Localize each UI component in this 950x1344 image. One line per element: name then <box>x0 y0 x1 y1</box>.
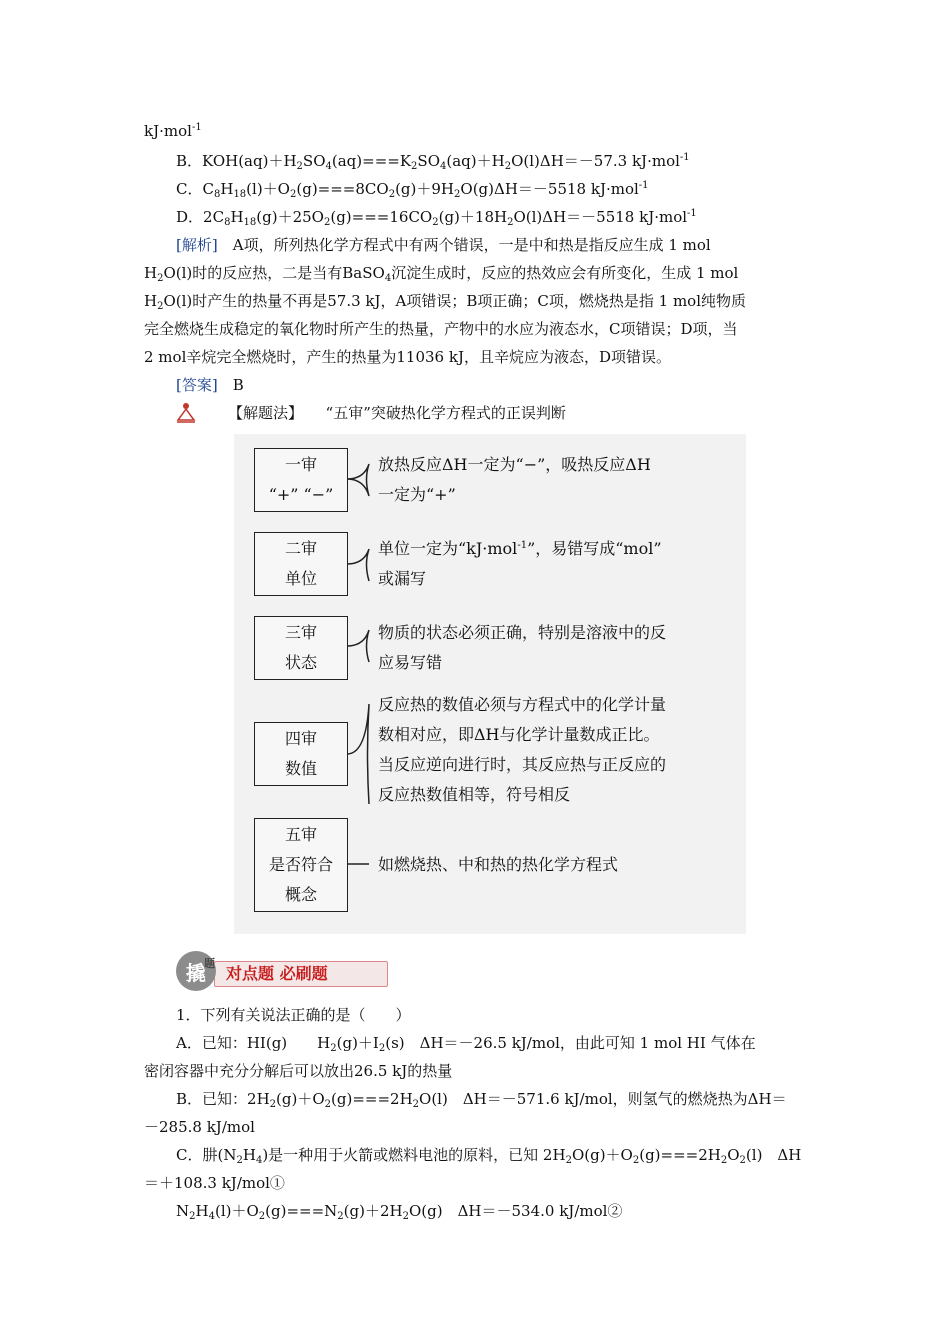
check-box-state-label: 状态 <box>284 653 317 672</box>
meditating-figure-icon <box>176 402 196 424</box>
analysis-line-5: 2 mol辛烷完全燃烧时，产生的热量为11036 kJ，且辛烷应为液态，D项错误。 <box>144 348 671 366</box>
banner-title: 对点题 必刷题 <box>226 964 328 983</box>
check-box-unit-label: 单位 <box>284 569 317 588</box>
answer-tag: [答案] <box>176 376 218 394</box>
section-banner <box>176 951 396 993</box>
analysis-line-4: 完全燃烧生成稳定的氧化物时所产生的热量，产物中的水应为液态水，C项错误；D项，当 <box>144 320 738 338</box>
option-d: D．$2C_8H_{18}(g)+25O_2(g)===16CO_2(g)+18H_2O(l)\Delta H=-5518$ kJ·mol$^{-1}$ <box>176 208 697 228</box>
check-value-desc-3: 当反应逆向进行时，其反应热与正反应的 <box>378 755 667 774</box>
check-sign-desc-2: 一定为“+” <box>378 485 456 504</box>
check-unit-desc-1: 单位一定为“kJ·mol$^{-1}$”，易错写成“mol” <box>378 539 662 558</box>
question-1-option-c-line-2: ＝＋108.3 kJ/mol① <box>144 1174 285 1192</box>
option-a-unit-tail: kJ·mol$^{-1}$ <box>144 122 202 140</box>
check-box-concept-title: 五审 <box>284 825 317 844</box>
analysis-line-3: $H_2O(l)$时产生的热量不再是57.3 kJ，A项错误；B项正确；C项，燃烧热是指 1 mol纯物质 <box>144 292 747 312</box>
answer-value: B <box>232 376 244 394</box>
method-heading <box>228 402 566 424</box>
check-box-state-title: 三审 <box>284 623 317 642</box>
check-concept-desc: 如燃烧热、中和热的热化学方程式 <box>378 855 619 874</box>
option-b: B．$KOH(aq)+H_2SO_4(aq)===K_2SO_4(aq)+H_2O(l)\Delta H=-57.3$ kJ·mol$^{-1}$ <box>176 152 690 172</box>
check-box-value <box>254 722 348 786</box>
answer-line <box>176 374 244 396</box>
check-box-state <box>254 616 348 680</box>
check-box-unit-title: 二审 <box>284 539 317 558</box>
check-unit-desc-2: 或漏写 <box>378 569 427 588</box>
question-1-option-c-line-1: C．肼$(N_2H_4)$是一种用于火箭或燃料电池的原料，已知 $2H_2O(g)+O_2(g)===2H_2O_2(l)$ ΔH <box>176 1146 802 1166</box>
check-state-desc-1: 物质的状态必须正确，特别是溶液中的反 <box>378 623 667 642</box>
five-checks-diagram <box>234 434 746 934</box>
check-value-desc-2: 数相对应，即ΔH与化学计量数成正比。 <box>378 725 660 744</box>
check-box-unit <box>254 532 348 596</box>
question-1-option-b-line-2: －285.8 kJ/mol <box>144 1118 255 1136</box>
option-c: C．$C_8H_{18}(l)+O_2(g)===8CO_2(g)+9H_2O(g)\Delta H=-5518$ kJ·mol$^{-1}$ <box>176 180 649 200</box>
check-sign-desc-1: 放热反应ΔH一定为“−”，吸热反应ΔH <box>378 455 651 474</box>
check-value-desc-1: 反应热的数值必须与方程式中的化学计量 <box>378 695 667 714</box>
check-state-desc-2: 应易写错 <box>378 653 443 672</box>
analysis-tag: [解析] <box>176 236 218 254</box>
check-box-value-title: 四审 <box>284 729 317 748</box>
question-1-option-b-line-1: B．已知：$2H_2(g)+O_2(g)===2H_2O(l)$ ΔH＝－571.6 kJ/mol，则氢气的燃烧热为ΔH＝ <box>176 1090 787 1110</box>
check-box-sign-label: “+” “−” <box>268 485 334 504</box>
analysis-line-1: [解析] A项，所列热化学方程式中有两个错误，一是中和热是指反应生成 1 mol <box>176 236 711 254</box>
method-tag: 【解题法】 <box>228 404 296 422</box>
question-1-option-a-line-2: 密闭容器中充分分解后可以放出26.5 kJ的热量 <box>144 1062 453 1080</box>
check-box-concept <box>254 818 348 912</box>
question-1-option-a-line-1: A．已知：HI(g) $H_2(g)+I_2(s)$ ΔH＝－26.5 kJ/mol，由此可知 1 mol HI 气体在 <box>176 1034 756 1054</box>
check-box-sign-title: 一审 <box>284 455 317 474</box>
banner-stamp-sub: 题 <box>204 957 215 970</box>
check-box-concept-label-2: 概念 <box>284 885 317 904</box>
analysis-line-2: $H_2O(l)$时的反应热，二是当有BaSO$_4$沉淀生成时，反应的热效应会有所变化，生成 1 mol <box>144 264 739 284</box>
question-1-stem: 1．下列有关说法正确的是（ ） <box>176 1006 411 1024</box>
check-box-value-label: 数值 <box>284 759 317 778</box>
check-box-sign <box>254 448 348 512</box>
check-value-desc-4: 反应热数值相等，符号相反 <box>378 785 571 804</box>
check-box-concept-label-1: 是否符合 <box>268 855 333 874</box>
question-1-option-c-line-3: $N_2H_4(l)+O_2(g)===N_2(g)+2H_2O(g)$ ΔH＝－534.0 kJ/mol② <box>176 1202 623 1222</box>
method-title: “五审”突破热化学方程式的正误判断 <box>325 404 566 422</box>
banner-stamp-icon: 撬 <box>176 951 216 991</box>
